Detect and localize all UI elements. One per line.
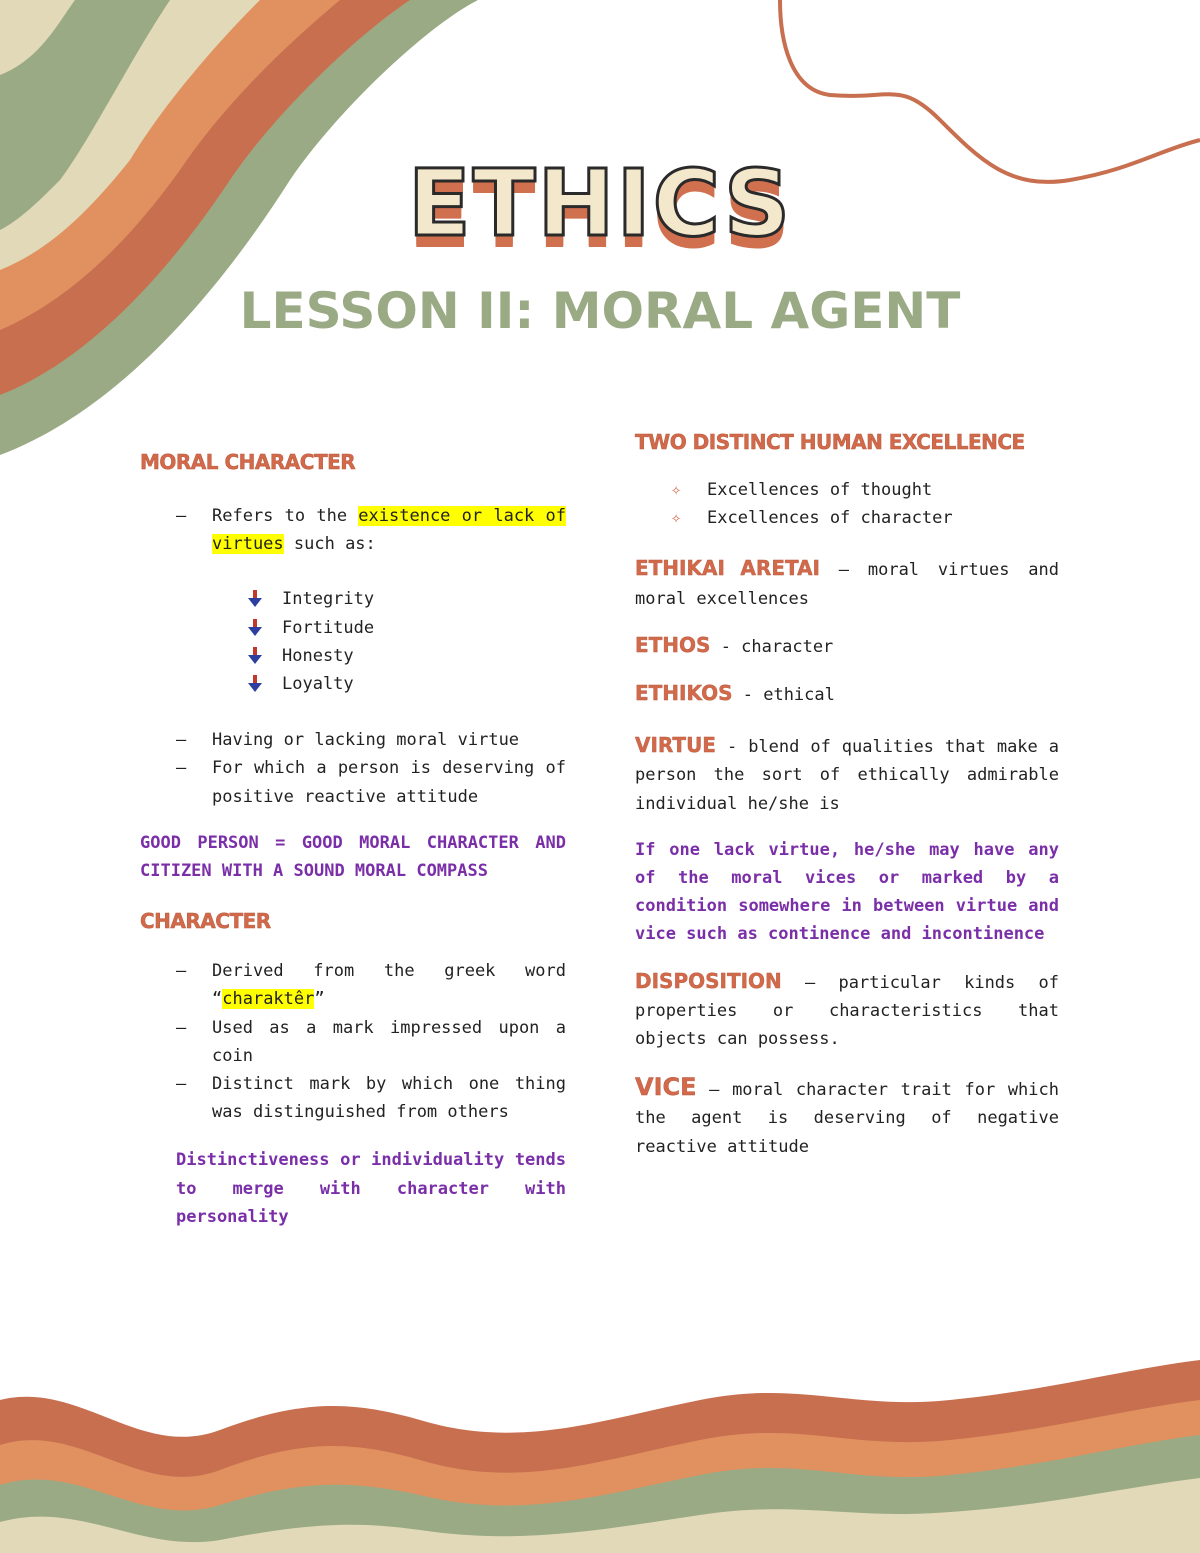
separator: - [715, 737, 749, 758]
separator: – [820, 560, 868, 581]
moral-character-point-2: – Having or lacking moral virtue [140, 726, 566, 754]
virtue-label: Integrity [282, 589, 375, 610]
moral-character-summary: GOOD PERSON = GOOD MORAL CHARACTER AND CITIZEN WITH A SOUND MORAL COMPASS [140, 832, 566, 882]
character-point-3: – Distinct mark by which one thing was distinguished from others [140, 1070, 566, 1126]
separator: – [696, 1080, 733, 1101]
separator: - [710, 636, 742, 657]
point-text: ” [314, 989, 325, 1010]
virtue-list-item [140, 614, 566, 642]
definition-ethikos [635, 679, 1059, 709]
term: ETHOS [635, 632, 711, 657]
character-heading: CHARACTER [140, 909, 271, 934]
arrow-down-icon [248, 619, 262, 637]
virtue-note: If one lack virtue, he/she may have any of the moral vices or marked by a condition somewhere in between virtue and vice such as continence and incontinence [635, 839, 1059, 945]
term: VICE [635, 1073, 697, 1102]
diamond-icon: ✧ [671, 480, 682, 500]
excellence-list-item [635, 504, 1059, 532]
excellence-list-item [635, 476, 1059, 504]
moral-character-point-3: – For which a person is deserving of positive reactive attitude [140, 754, 566, 810]
separator: - [732, 685, 764, 706]
arrow-down-icon [248, 647, 262, 665]
definition: particular kinds of properties or characteristics that objects can possess. [635, 972, 1059, 1050]
separator: – [781, 972, 839, 993]
left-column [140, 450, 566, 1231]
excellence-label: Excellences of character [707, 508, 953, 529]
excellence-label: Excellences of thought [707, 480, 933, 500]
definition-vice [635, 1073, 1059, 1161]
moral-character-point-1 [140, 502, 566, 558]
virtue-label: Loyalty [282, 674, 354, 695]
arrow-down-icon [248, 590, 262, 608]
definition: moral virtues and moral excellences [635, 560, 1059, 609]
definition: ethical [763, 685, 835, 706]
definition-disposition [635, 967, 1059, 1054]
highlighted-text: charaktêr [222, 989, 315, 1010]
definition: blend of qualities that make a person the sort of ethically admirable individual he/she is [635, 737, 1059, 814]
virtue-list-item [140, 642, 566, 670]
point-text: such as: [283, 534, 376, 555]
character-summary: Distinctiveness or individuality tends to merge with character with personality [176, 1150, 566, 1227]
term: VIRTUE [635, 733, 716, 758]
virtue-list-item [140, 585, 566, 613]
highlighted-text: existence or lack of virtues [212, 506, 566, 555]
right-column [635, 430, 1059, 1161]
term: ETHIKAI ARETAI [635, 556, 820, 581]
term: ETHIKOS [635, 681, 733, 706]
point-text: Refers to the [212, 506, 359, 526]
point-text: Derived from the greek word “ [212, 961, 566, 1010]
virtue-label: Fortitude [282, 617, 375, 638]
character-point-2: – Used as a mark impressed upon a coin [140, 1014, 566, 1070]
definition-ethikai [635, 554, 1059, 612]
virtue-label: Honesty [282, 645, 354, 666]
definition-virtue [635, 731, 1059, 818]
term: DISPOSITION [635, 968, 782, 993]
excellence-heading: TWO DISTINCT HUMAN EXCELLENCE [635, 430, 1025, 454]
moral-character-heading: MORAL CHARACTER [140, 450, 356, 474]
definition: character [741, 636, 834, 657]
definition-ethos [635, 631, 1059, 661]
character-point-1 [140, 957, 566, 1013]
definition: moral character trait for which the agent is deserving of negative reactive attitude [635, 1080, 1059, 1157]
arrow-down-icon [248, 675, 262, 693]
page-title: ETHICS [407, 150, 793, 257]
lesson-subtitle: LESSON II: MORAL AGENT [239, 282, 961, 340]
diamond-icon: ✧ [671, 508, 682, 529]
virtue-list-item [140, 670, 566, 698]
